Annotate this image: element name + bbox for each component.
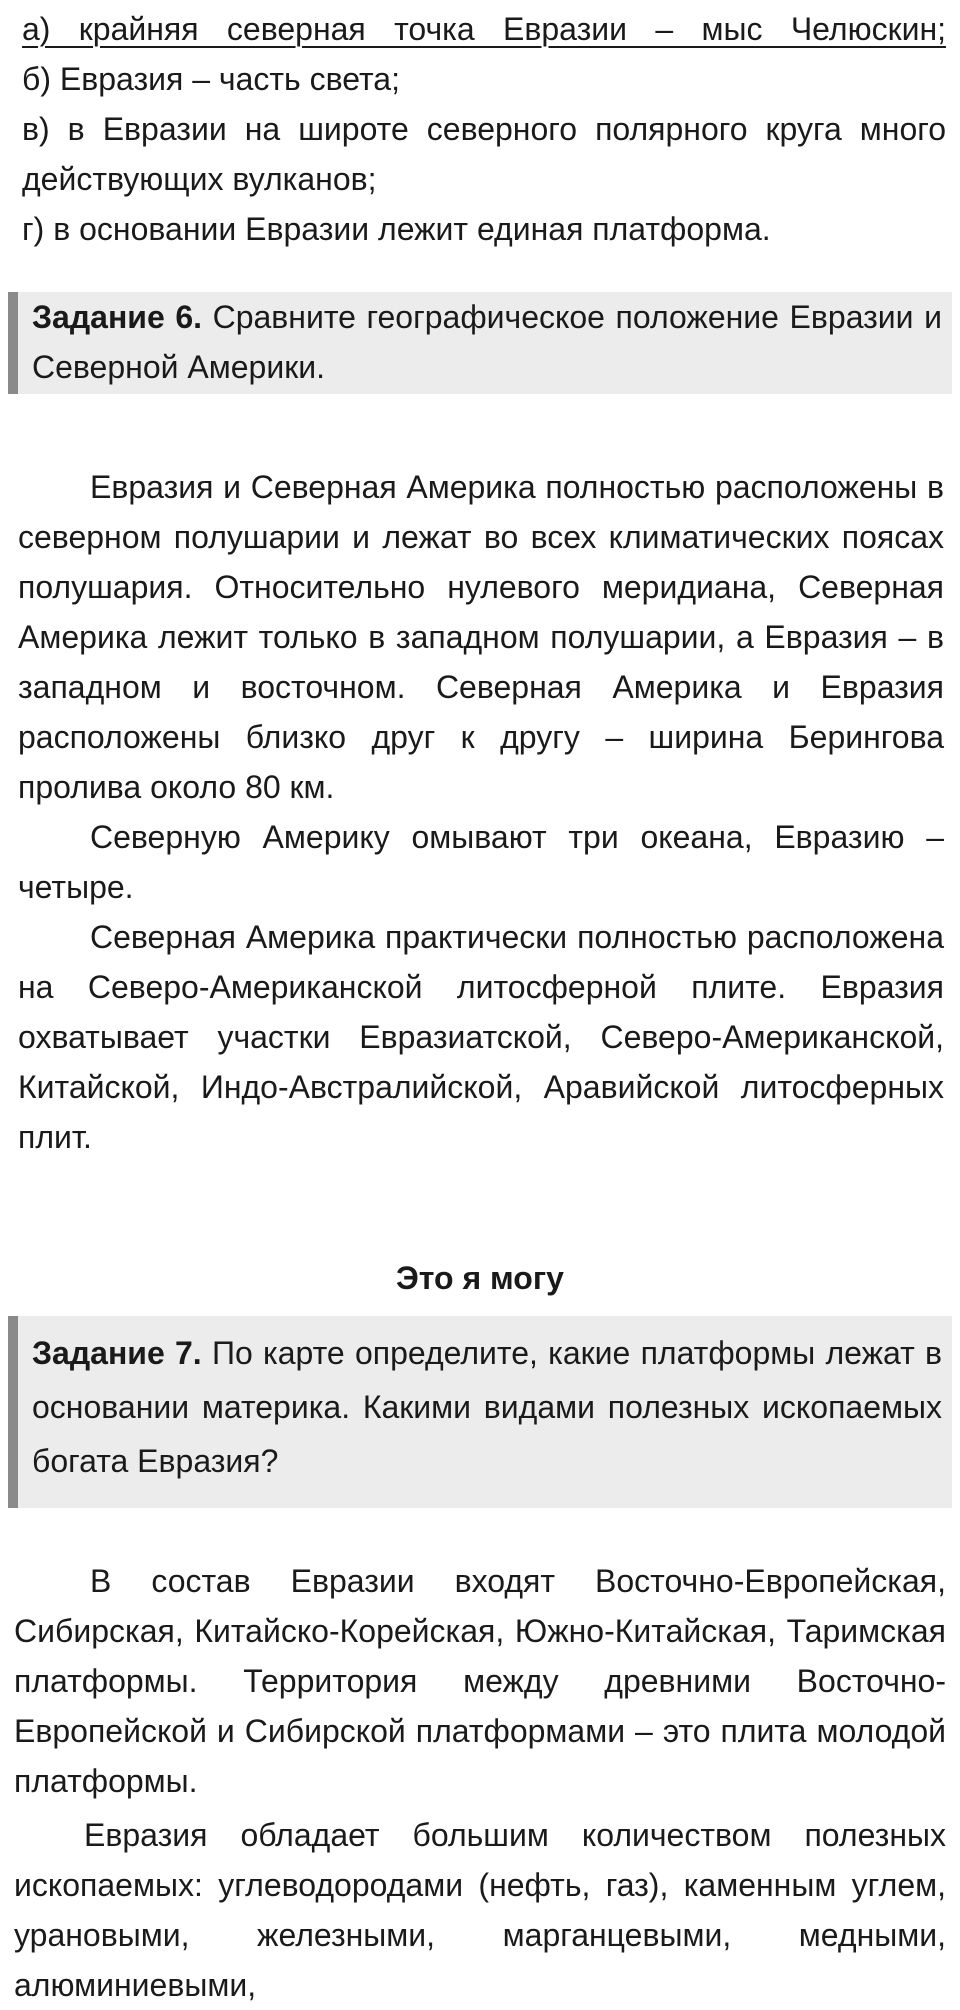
option-b: б) Евразия – часть света; <box>22 61 400 97</box>
task-6-answer <box>18 462 944 1162</box>
task-7-label: Задание 7. <box>32 1335 202 1371</box>
option-a: а) крайняя северная точка Евразии – мыс Челюскин; <box>22 11 946 47</box>
section-heading: Это я могу <box>396 1260 564 1296</box>
answer-7-paragraph-1: В состав Евразии входят Восточно-Европейская, Сибирская, Китайско-Корейская, Южно-Китайская, Таримская платформы. Территория между древними Восточно-Европейской и Сибирской платформами – это плита молодой платформы. <box>14 1563 946 1799</box>
task-6-label: Задание 6. <box>32 299 203 335</box>
answer-6-paragraph-1: Евразия и Северная Америка полностью расположены в северном полушарии и лежат во всех климатических поясах полушария. Относительно нулевого меридиана, Северная Америка лежит только в западном полушарии, а Евразия – в западном и восточном. Северная Америка и Евразия расположены близко друг к другу – ширина Берингова пролива около 80 км. <box>18 469 944 805</box>
answer-options <box>22 4 946 254</box>
task-6-text: Сравните географическое положение Евразии и Северной Америки. <box>32 299 943 385</box>
option-c: в) в Евразии на широте северного полярного круга много действующих вулканов; <box>22 111 946 197</box>
task-6-box <box>8 292 952 394</box>
answer-6-paragraph-2: Северную Америку омывают три океана, Евразию – четыре. <box>18 819 944 905</box>
answer-6-paragraph-3: Северная Америка практически полностью расположена на Северо-Американской литосферной плите. Евразия охватывает участки Евразиатской, Северо-Американской, Китайской, Индо-Австралийской, Аравийской литосферных плит. <box>18 919 944 1155</box>
task-7-answer <box>14 1556 946 2010</box>
task-7-question <box>32 1326 942 1488</box>
task-7-text: По карте определите, какие платформы лежат в основании материка. Какими видами полезных ископаемых богата Евразия? <box>32 1335 943 1479</box>
option-d: г) в основании Евразии лежит единая платформа. <box>22 211 771 247</box>
task-7-box <box>8 1316 952 1508</box>
answer-7-paragraph-2: Евразия обладает большим количеством полезных ископаемых: углеводородами (нефть, газ), каменным углем, урановыми, железными, марганцевыми, медными, алюминиевыми, <box>14 1817 946 2003</box>
task-6-question <box>32 292 942 392</box>
